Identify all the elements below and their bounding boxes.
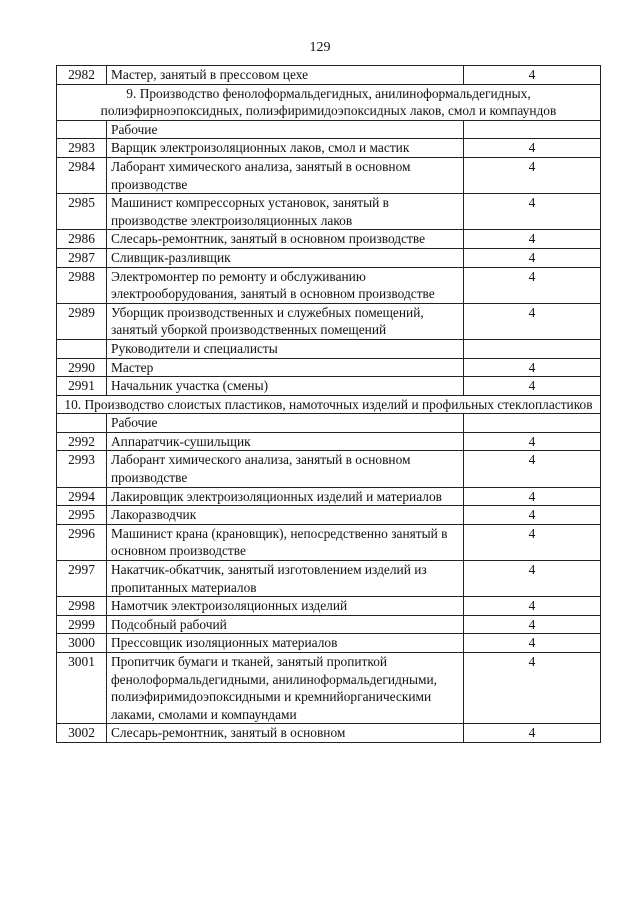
page-number: 129 — [309, 40, 331, 55]
item-number: 2990 — [57, 358, 107, 377]
empty-cell — [57, 339, 107, 358]
item-number: 2993 — [57, 451, 107, 487]
item-name: Сливщик-разливщик — [107, 248, 464, 267]
table-row — [57, 432, 601, 451]
item-value: 4 — [464, 230, 601, 249]
item-value: 4 — [464, 487, 601, 506]
empty-cell — [57, 414, 107, 433]
item-number: 2982 — [57, 66, 107, 85]
table-row — [57, 358, 601, 377]
item-name: Уборщик производственных и служебных помещений, занятый уборкой производственных помещений — [107, 303, 464, 339]
empty-cell — [464, 339, 601, 358]
section-title: 10. Производство слоистых пластиков, намоточных изделий и профильных стеклопластиков — [57, 395, 601, 414]
item-value: 4 — [464, 615, 601, 634]
item-value: 4 — [464, 358, 601, 377]
table-row — [57, 248, 601, 267]
item-name: Начальник участка (смены) — [107, 377, 464, 396]
subsection-row — [57, 339, 601, 358]
item-value: 4 — [464, 653, 601, 724]
table-row — [57, 561, 601, 597]
item-number: 2983 — [57, 139, 107, 158]
item-value: 4 — [464, 303, 601, 339]
item-name: Слесарь-ремонтник, занятый в основном производстве — [107, 230, 464, 249]
table-row — [57, 524, 601, 560]
item-name: Намотчик электроизоляционных изделий — [107, 597, 464, 616]
table-row — [57, 451, 601, 487]
table-row — [57, 157, 601, 193]
table-row — [57, 634, 601, 653]
table-row — [57, 267, 601, 303]
item-number: 2997 — [57, 561, 107, 597]
item-name: Электромонтер по ремонту и обслуживанию электрооборудования, занятый в основном производстве — [107, 267, 464, 303]
section-header-row — [57, 395, 601, 414]
table-row — [57, 615, 601, 634]
subsection-row — [57, 120, 601, 139]
empty-cell — [464, 414, 601, 433]
item-name: Лакоразводчик — [107, 506, 464, 525]
item-number: 2992 — [57, 432, 107, 451]
item-name: Накатчик-обкатчик, занятый изготовлением изделий из пропитанных материалов — [107, 561, 464, 597]
item-value: 4 — [464, 561, 601, 597]
item-name: Лаборант химического анализа, занятый в основном производстве — [107, 157, 464, 193]
table-row — [57, 66, 601, 85]
item-value: 4 — [464, 377, 601, 396]
item-value: 4 — [464, 724, 601, 743]
item-number: 3000 — [57, 634, 107, 653]
item-value: 4 — [464, 451, 601, 487]
item-value: 4 — [464, 524, 601, 560]
item-value: 4 — [464, 194, 601, 230]
table-row — [57, 724, 601, 743]
item-value: 4 — [464, 432, 601, 451]
item-value: 4 — [464, 634, 601, 653]
table-row — [57, 506, 601, 525]
table-row — [57, 653, 601, 724]
table-row — [57, 194, 601, 230]
subsection-label: Руководители и специалисты — [107, 339, 464, 358]
item-number: 2999 — [57, 615, 107, 634]
item-number: 2984 — [57, 157, 107, 193]
item-number: 2995 — [57, 506, 107, 525]
item-name: Прессовщик изоляционных материалов — [107, 634, 464, 653]
item-value: 4 — [464, 248, 601, 267]
item-name: Машинист компрессорных установок, занятый в производстве электроизоляционных лаков — [107, 194, 464, 230]
empty-cell — [57, 120, 107, 139]
item-value: 4 — [464, 157, 601, 193]
section-header-row — [57, 84, 601, 120]
subsection-label: Рабочие — [107, 120, 464, 139]
table-row — [57, 487, 601, 506]
item-number: 2991 — [57, 377, 107, 396]
item-number: 2996 — [57, 524, 107, 560]
item-name: Мастер, занятый в прессовом цехе — [107, 66, 464, 85]
empty-cell — [464, 120, 601, 139]
item-value: 4 — [464, 139, 601, 158]
item-value: 4 — [464, 66, 601, 85]
item-name: Машинист крана (крановщик), непосредственно занятый в основном производстве — [107, 524, 464, 560]
item-name: Лакировщик электроизоляционных изделий и материалов — [107, 487, 464, 506]
item-value: 4 — [464, 597, 601, 616]
item-name: Лаборант химического анализа, занятый в основном производстве — [107, 451, 464, 487]
item-number: 2998 — [57, 597, 107, 616]
item-number: 3002 — [57, 724, 107, 743]
item-name: Аппаратчик-сушильщик — [107, 432, 464, 451]
subsection-row — [57, 414, 601, 433]
item-number: 2985 — [57, 194, 107, 230]
item-name: Мастер — [107, 358, 464, 377]
item-name: Слесарь-ремонтник, занятый в основном — [107, 724, 464, 743]
item-number: 3001 — [57, 653, 107, 724]
item-value: 4 — [464, 267, 601, 303]
item-number: 2987 — [57, 248, 107, 267]
item-name: Варщик электроизоляционных лаков, смол и мастик — [107, 139, 464, 158]
item-number: 2986 — [57, 230, 107, 249]
section-title: 9. Производство фенолоформальдегидных, анилиноформальдегидных, полиэфирноэпоксидных, полиэфиримидоэпоксидных лаков, смол и компаундов — [57, 84, 601, 120]
table-body — [57, 66, 601, 743]
item-name: Пропитчик бумаги и тканей, занятый пропиткой фенолоформальдегидными, анилиноформальдегидными, полиэфиримидоэпоксидными и кремнийорганическими лаками, смолами и компаундами — [107, 653, 464, 724]
item-number: 2994 — [57, 487, 107, 506]
table-row — [57, 139, 601, 158]
table-row — [57, 597, 601, 616]
item-value: 4 — [464, 506, 601, 525]
subsection-label: Рабочие — [107, 414, 464, 433]
table-row — [57, 303, 601, 339]
table-row — [57, 377, 601, 396]
item-number: 2989 — [57, 303, 107, 339]
item-number: 2988 — [57, 267, 107, 303]
occupation-table — [56, 65, 601, 743]
table-row — [57, 230, 601, 249]
item-name: Подсобный рабочий — [107, 615, 464, 634]
